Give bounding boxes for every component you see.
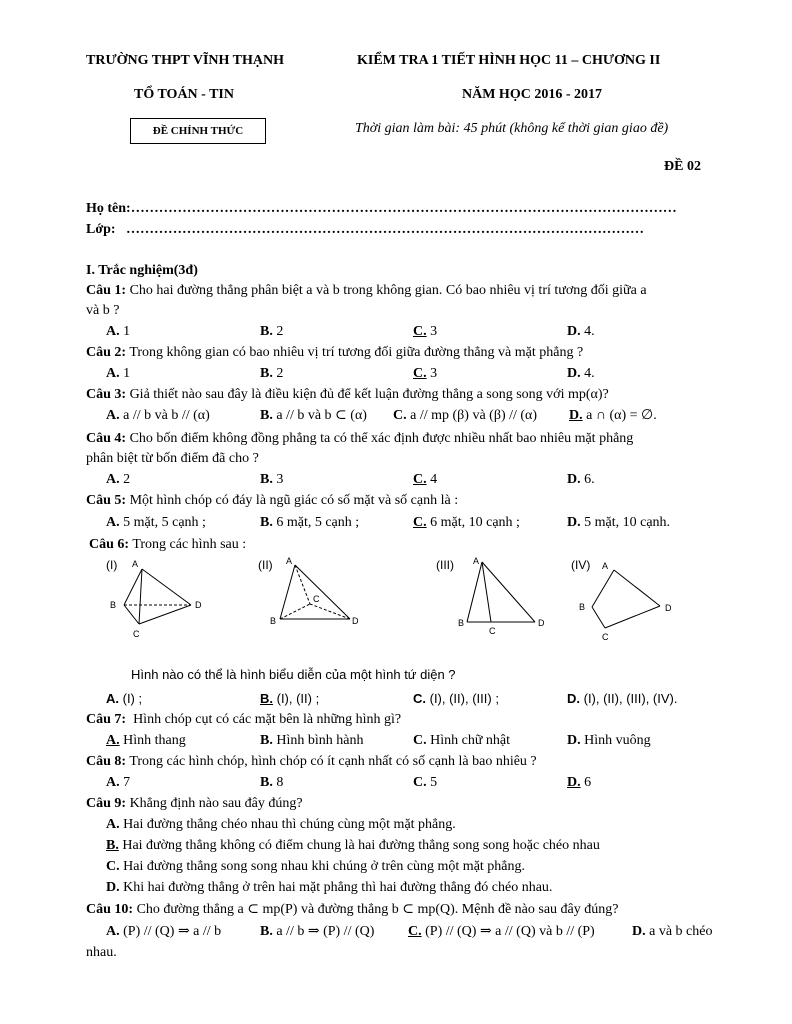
fig1-edge-ab [124,569,142,605]
q5-option-b: B. 6 mặt, 5 cạnh ; [260,515,360,530]
q6-option-d: D. (I), (II), (III), (IV). [567,691,678,706]
figure-3-tetrahedron [467,562,535,622]
name-dots: ……………………………………………………………………………………………………… [130,201,677,216]
q5-option-d: D. 5 mặt, 10 cạnh. [567,515,671,530]
question-9: Câu 9: Khẳng định nào sau đây đúng? [86,796,303,811]
fig2-vertex-c: C [313,594,320,604]
question-3: Câu 3: Giả thiết nào sau đây là điều kiện đủ để kết luận đường thẳng a song song với mp(α)? [86,387,609,402]
q2-option-b: B. 2 [260,366,284,381]
q1-label: Câu 1: [86,283,127,298]
q1-option-a: A. 1 [106,324,131,339]
fig4-edge-cd [605,606,660,628]
exam-title: KIỂM TRA 1 TIẾT HÌNH HỌC 11 – CHƯƠNG II [357,53,661,68]
fig1-edge-ad [142,569,191,605]
fig3-vertex-a: A [473,556,480,566]
q7-option-c: C. Hình chữ nhật [413,733,511,748]
q1-option-b: B. 2 [260,324,284,339]
q4-option-d: D. 6. [567,472,595,487]
figure-label-2: (II) [258,558,273,572]
question-10: Câu 10: Cho đường thẳng a ⊂ mp(P) và đường thẳng b ⊂ mp(Q). Mệnh đề nào sau đây đúng? [86,902,619,917]
school-name: TRƯỜNG THPT VĨNH THẠNH [86,53,284,68]
q9-option-d: D. Khi hai đường thẳng ở trên hai mặt phẳng thì hai đường thẳng đó chéo nhau. [106,880,553,895]
fig1-vertex-a: A [132,559,139,569]
fig1-vertex-c: C [133,629,140,639]
q7-option-b: B. Hình bình hành [260,733,364,748]
q4-option-c: C. 4 [413,472,438,487]
question-8: Câu 8: Trong các hình chóp, hình chóp có ít cạnh nhất có số cạnh là bao nhiêu ? [86,754,537,769]
q9-option-a: A. Hai đường thẳng chéo nhau thì chúng cùng một mặt phẳng. [106,817,456,832]
question-6: Câu 6: Trong các hình sau : [89,537,247,552]
q2-option-c: C. 3 [413,366,438,381]
figure-label-3: (III) [436,558,454,572]
q3-option-c: C. a // mp (β) và (β) // (α) [393,408,538,423]
q9-option-b: B. Hai đường thẳng không có điểm chung là hai đường thẳng song song hoặc chéo nhau [106,838,600,853]
q6-prompt: Hình nào có thể là hình biểu diễn của một hình tứ diện ? [131,667,456,682]
q6-option-c: C. (I), (II), (III) ; [413,691,499,706]
exam-code: ĐỀ 02 [664,159,701,174]
q7-option-a: A. Hình thang [106,733,186,748]
fig1-vertex-b: B [110,600,117,610]
fig2-edge-ab [280,565,295,619]
q7-option-d: D. Hình vuông [567,733,651,748]
fig4-vertex-c: C [602,632,609,642]
fig2-edge-bc-hidden [280,604,310,619]
q9-option-c: C. Hai đường thẳng song song nhau khi chúng ở trên cùng một mặt phẳng. [106,859,526,874]
fig4-edge-bc [592,607,605,628]
fig2-vertex-a: A [286,556,293,566]
q10-option-a: A. (P) // (Q) ⇒ a // b [106,924,222,939]
q4-option-a: A. 2 [106,472,131,487]
department: TỔ TOÁN - TIN [134,87,234,102]
question-5: Câu 5: Một hình chóp có đáy là ngũ giác có số mặt và số cạnh là : [86,493,459,508]
q1-option-d: D. 4. [567,324,595,339]
q1-text: Cho hai đường thẳng phân biệt a và b trong không gian. Có bao nhiêu vị trí tương đối giữa a [129,283,647,298]
official-label: ĐỀ CHÍNH THỨC [152,125,244,137]
fig3-vertex-b: B [458,618,465,628]
fig2-vertex-b: B [270,616,277,626]
q10-option-b: B. a // b ⇒ (P) // (Q) [260,924,375,939]
class-dots: ………………………………………………………………………………………………… [126,222,645,237]
q4-text-cont: phân biệt từ bốn điểm đã cho ? [86,451,259,466]
fig3-edge-ab [467,562,482,622]
fig4-vertex-d: D [665,603,672,613]
q5-option-c: C. 6 mặt, 10 cạnh ; [413,515,520,530]
fig1-vertex-d: D [195,600,202,610]
q5-option-a: A. 5 mặt, 5 cạnh ; [106,515,206,530]
q10-option-d-cont: nhau. [86,945,117,960]
q8-option-d: D. 6 [567,775,592,790]
q6-option-a: A. (I) ; [106,691,143,706]
q3-option-d: D. a ∩ (α) = ∅. [569,408,657,423]
figure-2-tetrahedron [280,565,350,619]
fig1-edge-bc [124,605,139,624]
q8-option-b: B. 8 [260,775,284,790]
figure-label-4: (IV) [571,558,591,572]
fig3-vertex-d: D [538,618,545,628]
figure-1-tetrahedron [124,569,191,624]
fig4-edge-ad [614,570,660,606]
q1-option-c: C. 3 [413,324,438,339]
q2-option-d: D. 4. [567,366,595,381]
fig2-edge-ac-hidden [295,565,310,604]
fig1-edge-cd [139,605,191,624]
fig4-vertex-a: A [602,561,609,571]
fig2-edge-cd-hidden [310,604,350,619]
q4-option-b: B. 3 [260,472,284,487]
fig3-vertex-c: C [489,626,496,636]
q3-option-b: B. a // b và b ⊂ (α) [260,408,367,423]
q6-option-b: B. (I), (II) ; [260,691,320,706]
fig4-vertex-b: B [579,602,586,612]
figure-4-quadrilateral [592,570,660,628]
q8-option-c: C. 5 [413,775,438,790]
fig2-edge-ad [295,565,350,619]
q2-option-a: A. 1 [106,366,131,381]
fig2-vertex-d: D [352,616,359,626]
q1-text-cont: và b ? [86,303,120,318]
time-note: Thời gian làm bài: 45 phút (không kể thời gian giao đề) [355,121,669,136]
q3-option-a: A. a // b và b // (α) [106,408,210,423]
q10-option-d: D. a và b chéo [632,924,713,939]
fig4-edge-ab [592,570,614,607]
q8-option-a: A. 7 [106,775,131,790]
fig1-edge-ac [139,569,142,624]
q10-option-c: C. (P) // (Q) ⇒ a // (Q) và b // (P) [408,924,595,939]
class-label: Lớp: [86,222,116,237]
name-label: Họ tên: [86,201,131,216]
school-year: NĂM HỌC 2016 - 2017 [462,87,602,102]
question-2: Câu 2: Trong không gian có bao nhiêu vị trí tương đối giữa đường thẳng và mặt phẳng ? [86,345,584,360]
figure-label-1: (I) [106,558,118,572]
question-4: Câu 4: Cho bốn điểm không đồng phẳng ta có thể xác định được nhiều nhất bao nhiêu mặt phẳng [86,431,634,446]
section-title: I. Trắc nghiệm(3đ) [86,263,198,278]
question-7: Câu 7: Hình chóp cụt có các mặt bên là những hình gì? [86,712,402,727]
